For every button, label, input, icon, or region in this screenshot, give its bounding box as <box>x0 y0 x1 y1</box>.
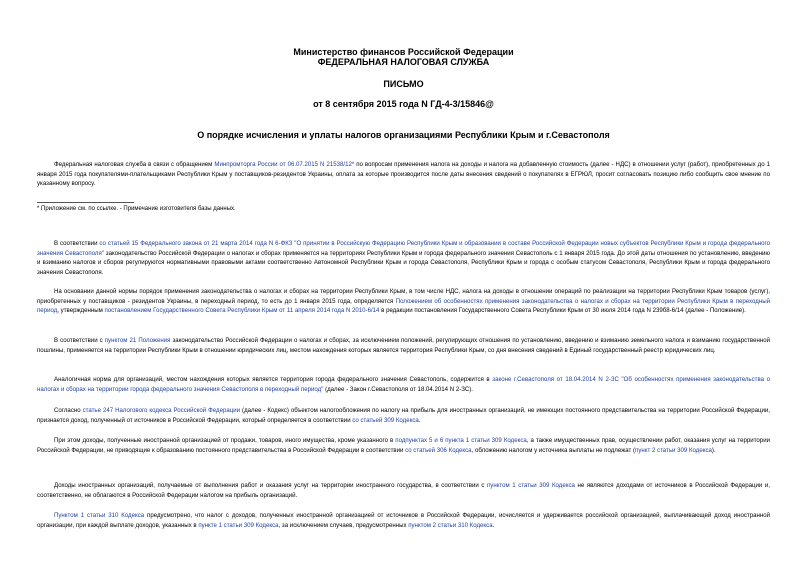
document-type: ПИСЬМО <box>383 79 424 89</box>
paragraph-text: На основании данной нормы порядок применения законодательства о налогах и сборах на территории Республики Крым, в том числе НДС, налога на доходы в отношении операций по реализации на территории Республики Крым товаров (услуг), приобретенных у поставщиков - резидентов Украины, в переходный период, то есть до 1 января 2015 года, определяется <box>37 288 770 305</box>
document-link[interactable]: Пунктом 1 статьи 310 Кодекса <box>54 512 145 519</box>
document-link[interactable]: законе г.Севастополя от 18.04.2014 N 2-ЗС "Об особенностях применения законодательства о налогах и сборах на территории города федерального значения Севастополя в переходный период" <box>37 376 771 393</box>
paragraph-text: , утвержденным <box>57 307 105 314</box>
paragraph <box>37 336 770 355</box>
document-date-number: от 8 сентября 2015 года N ГД-4-3/15846@ <box>313 99 494 109</box>
paragraph-text: Федеральная налоговая служба в связи с обращением <box>54 161 215 168</box>
paragraph-text: не являются доходами от источников в Российской Федерации и, соответственно, не облагаются в Российской Федерации налогом на прибыль организаций. <box>37 482 770 499</box>
paragraph <box>37 481 770 500</box>
document-link[interactable]: статье 247 Налогового кодекса Российской Федерации <box>82 407 241 414</box>
document-link[interactable]: Минпромторга России от 06.07.2015 N 21538/12* <box>214 161 355 168</box>
document-title: О порядке исчисления и уплаты налогов организациями Республики Крым и г.Севастополя <box>197 130 610 140</box>
document-link[interactable]: пункт 2 статьи 309 Кодекса <box>635 446 712 454</box>
document-link[interactable]: пунктом 21 Положения <box>104 337 171 344</box>
paragraph <box>37 239 770 277</box>
paragraph-text: , обложению налогом у источника выплаты не подлежат ( <box>471 446 636 454</box>
footnote-separator <box>37 202 134 203</box>
paragraph <box>37 406 770 425</box>
document-link[interactable]: со статьей 15 Федерального закона от 21 марта 2014 года N 6-ФКЗ "О принятии в Российскую Федерацию Республики Крым и образовании в составе Российской Федерации новых субъектов Республики Крым и города федерального значения Севастополя" <box>37 240 770 257</box>
paragraph-text: , за исключением случаев, предусмотренных <box>278 521 409 529</box>
document-link[interactable]: Положением об особенностях применения законодательства о налогах и сборах на территории Республики Крым в переходный период <box>37 297 770 314</box>
paragraph-text: законодательство Российской Федерации о налогах и сборах применяется на территориях Республики Крым и города федерального значения Севастополь с 1 января 2015 года. До этой даты отношения по установлению, введению и взиманию налогов и сборов регулируются нормативными правовыми актами соответственно Автономной Республики Крым и города Севастополя, Республики Крым и города с особым статусом Севастополя, Республики Крым и города федерального значения Севастополя. <box>37 249 771 276</box>
document-link[interactable]: пунктом 1 статьи 309 Кодекса <box>486 482 575 489</box>
paragraph-text: . <box>492 521 495 529</box>
ministry-name: Министерство финансов Российской Федерации <box>293 47 514 57</box>
paragraph <box>37 287 770 316</box>
service-name: ФЕДЕРАЛЬНАЯ НАЛОГОВАЯ СЛУЖБА <box>317 57 490 67</box>
paragraph-text: предусмотрено, что налог с доходов, полученных иностранной организацией от источников в Российской Федерации, исчисляется и удерживается российской организацией, выплачивающей доход иностранной организации, при каждой выплате доходов, указанных в <box>37 512 770 529</box>
document-link[interactable]: со статьей 306 Кодекса <box>405 446 472 454</box>
paragraph <box>37 375 770 394</box>
paragraph-text: В соответствии с <box>54 337 105 344</box>
footnote: * Приложение см. по ссылке. - Примечание изготовителя базы данных. <box>37 206 236 212</box>
paragraph-text: (далее - Кодекс) объектом налогообложения по налогу на прибыль для иностранных организаций, не имеющих постоянного представительства на территории Российской Федерации, признается доход, полученный от источников в Российской Федерации, который определяется в соответствии <box>37 407 770 424</box>
paragraph-text: Аналогичная норма для организаций, местом нахождения которых является территория города федерального значения Севастополь, содержится в <box>54 376 493 383</box>
paragraph-text: законодательство Российской Федерации о налогах и сборах, за исключением положений, регулирующих отношения по установлению, введению и взиманию земельного налога и взиманию государственной пошлины, применяется на территории Республики Крым в отношении юридических лиц, местом нахождения которых является территория Республики Крым, со дня внесения сведений в Единый государственный реестр юридических лиц. <box>37 337 770 354</box>
paragraph-text: по вопросам применения налога на доходы и налога на добавленную стоимость (далее - НДС) в отношении услуг (работ), приобретенных до 1 января 2015 года покупателями-плательщиками Республики Крым у поставщиков-резидентов Украины, оплата за которые производится после даты внесения сведений о покупателях в ЕГРЮЛ, просит согласовать позицию либо сообщить свое мнение по указанному вопросу. <box>37 161 770 187</box>
paragraph-text: Согласно <box>54 407 83 414</box>
document-link[interactable]: подпунктах 5 и 6 пункта 1 статьи 309 Кодекса <box>395 437 527 444</box>
paragraph-text: Доходы иностранных организаций, получаемые от выполнения работ и оказания услуг на территории иностранного государства, в соответствии с <box>54 482 487 489</box>
document-link[interactable]: пунктом 2 статьи 310 Кодекса <box>408 521 493 529</box>
document-link[interactable]: постановлением Государственного Совета Республики Крым от 11 апреля 2014 года N 2010-6/14 <box>104 307 380 314</box>
paragraph-text: , а также имущественных прав, осуществлении работ, оказания услуг на территории Российской Федерации, не приводящие к образованию постоянного представительства в Российской Федерации в соответствии <box>37 437 771 454</box>
paragraph-text: (далее - Закон г.Севастополя от 18.04.2014 N 2-ЗС). <box>323 385 474 393</box>
paragraph-text: ). <box>711 446 716 454</box>
paragraph <box>37 436 770 455</box>
paragraph-text: В соответствии <box>54 240 100 247</box>
document-link[interactable]: со статьей 309 Кодекса <box>352 416 419 424</box>
paragraph-text: . <box>418 416 421 424</box>
paragraph <box>37 160 770 189</box>
paragraph-text: При этом доходы, полученные иностранной организацией от продажи, товаров, иного имущества, кроме указанного в <box>54 437 396 444</box>
paragraph <box>37 511 770 530</box>
paragraph-text: в редакции постановления Государственного Совета Республики Крым от 30 июля 2014 года N 239б8-6/14 (далее - Положение). <box>379 307 746 314</box>
document-link[interactable]: пункте 1 статьи 309 Кодекса <box>198 521 279 529</box>
